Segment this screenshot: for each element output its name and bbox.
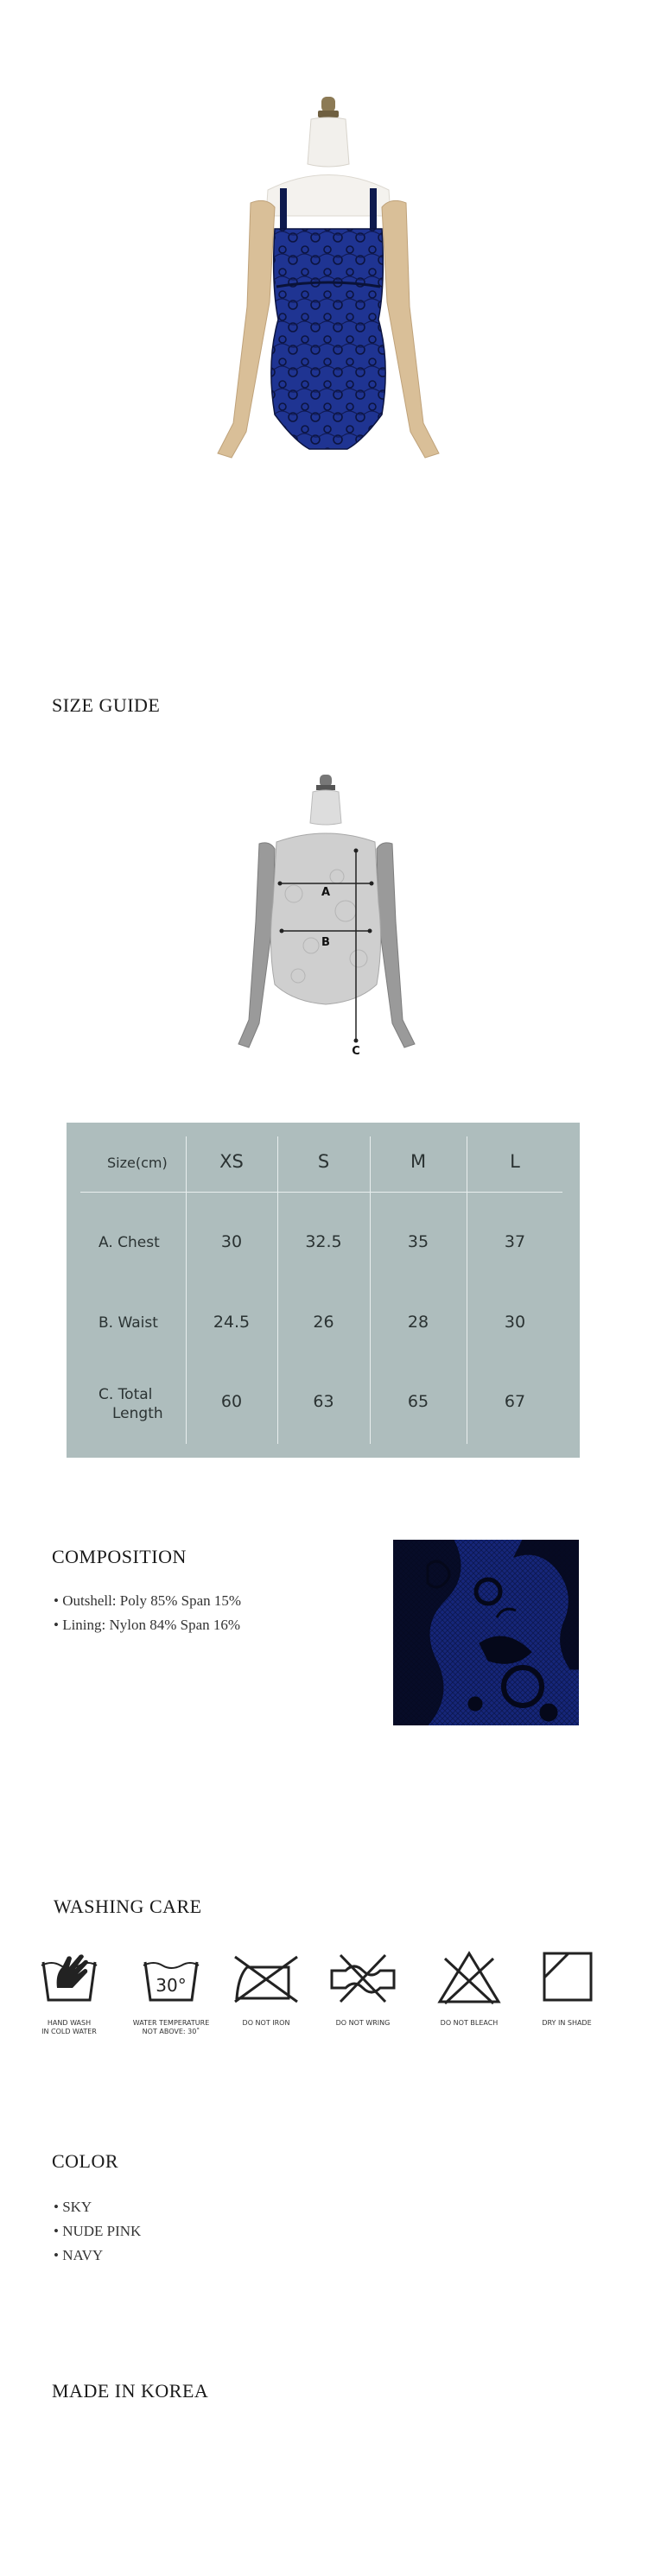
hand-wash-icon xyxy=(35,1950,104,2005)
size-row-label-line2: Length xyxy=(112,1405,163,1422)
size-col-l: L xyxy=(510,1151,520,1172)
care-label-do-not-iron: DO NOT IRON xyxy=(242,2019,290,2027)
size-cell: 30 xyxy=(220,1232,243,1251)
diagram-label-b: B xyxy=(321,936,330,949)
do-not-wring-icon xyxy=(328,1950,397,2005)
do-not-iron-icon xyxy=(232,1950,301,2005)
composition-line-outshell: • Outshell: Poly 85% Span 15% xyxy=(54,1592,242,1609)
size-table xyxy=(67,1123,580,1458)
size-col-xs: XS xyxy=(219,1151,244,1172)
diagram-label-c: C xyxy=(352,1045,360,1058)
care-label-wash-30: WATER TEMPERATURE NOT ABOVE: 30˚ xyxy=(132,2019,210,2035)
size-cell: 28 xyxy=(407,1313,429,1332)
size-cell: 26 xyxy=(313,1313,334,1332)
care-item-do-not-iron xyxy=(223,1950,309,2010)
care-item-do-not-wring xyxy=(320,1950,406,2010)
size-guide-heading: SIZE GUIDE xyxy=(52,694,161,716)
size-col-m: M xyxy=(410,1151,427,1172)
fabric-swatch xyxy=(393,1540,579,1725)
size-row-label: B. Waist xyxy=(98,1314,158,1332)
diagram-label-a: A xyxy=(321,886,331,899)
size-cell: 60 xyxy=(220,1392,243,1411)
color-heading: COLOR xyxy=(52,2150,119,2172)
composition-heading: COMPOSITION xyxy=(52,1546,187,1567)
origin-heading: MADE IN KOREA xyxy=(52,2380,209,2402)
size-cell: 67 xyxy=(504,1392,526,1411)
care-item-hand-wash xyxy=(26,1950,112,2010)
color-option-nude-pink: • NUDE PINK xyxy=(54,2223,142,2239)
size-col-s: S xyxy=(317,1151,330,1172)
care-item-do-not-bleach xyxy=(426,1950,512,2010)
size-cell: 37 xyxy=(504,1232,526,1251)
size-cell: 32.5 xyxy=(305,1232,342,1251)
size-cell: 24.5 xyxy=(213,1313,251,1332)
do-not-bleach-icon xyxy=(435,1950,504,2005)
color-option-sky: • SKY xyxy=(54,2199,92,2215)
care-label-hand-wash: HAND WASH IN COLD WATER xyxy=(41,2019,97,2035)
product-photo xyxy=(164,86,492,492)
color-list xyxy=(54,2195,141,2268)
care-label-do-not-bleach: DO NOT BLEACH xyxy=(440,2019,499,2027)
size-header-label: Size(cm) xyxy=(107,1155,168,1171)
lace-fabric-swatch-illustration xyxy=(393,1540,579,1725)
wash-temperature-symbol: 30° xyxy=(156,1975,187,1996)
care-item-dry-in-shade xyxy=(524,1950,610,2010)
color-option-navy: • NAVY xyxy=(54,2247,104,2263)
care-label-do-not-wring: DO NOT WRING xyxy=(335,2019,391,2027)
size-row-label: A. Chest xyxy=(98,1234,160,1251)
size-guide-diagram xyxy=(207,773,449,1058)
composition-line-lining: • Lining: Nylon 84% Span 16% xyxy=(54,1617,241,1633)
size-row-label: C. Total xyxy=(98,1386,153,1403)
washing-care-heading: WASHING CARE xyxy=(54,1896,202,1917)
size-cell: 65 xyxy=(407,1392,429,1411)
care-label-dry-in-shade: DRY IN SHADE xyxy=(542,2019,592,2027)
wash-30-icon xyxy=(137,1950,206,2005)
composition-list xyxy=(54,1589,241,1637)
size-cell: 35 xyxy=(407,1232,429,1251)
care-item-wash-30 xyxy=(128,1950,214,2010)
gray-mannequin-measurement-diagram xyxy=(207,773,449,1058)
size-cell: 63 xyxy=(313,1392,334,1411)
dry-in-shade-icon xyxy=(532,1950,601,2005)
mannequin-swimsuit-illustration xyxy=(164,86,492,492)
size-cell: 30 xyxy=(504,1313,526,1332)
